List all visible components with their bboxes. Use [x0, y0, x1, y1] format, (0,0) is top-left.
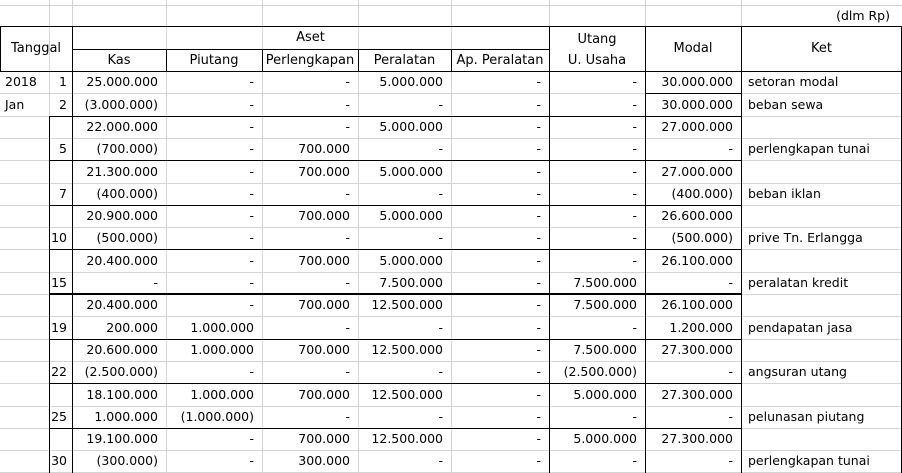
grid-line	[49, 428, 741, 429]
cell-u-usaha: -	[632, 319, 637, 335]
cell-u-usaha: -	[632, 141, 637, 157]
cell-piutang: -	[249, 431, 254, 447]
cell-ap-peralatan: -	[536, 341, 541, 357]
cell-ap-peralatan: -	[536, 386, 541, 402]
cell-year	[0, 451, 47, 472]
cell-kas: 22.000.000	[86, 118, 158, 134]
cell-modal: -	[728, 364, 733, 380]
cell-year: Jan	[5, 96, 25, 112]
cell-u-usaha: (2.500.000)	[563, 364, 637, 380]
cell-ket: perlengkapan tunai	[748, 453, 870, 469]
cell-ket: beban iklan	[748, 185, 821, 201]
cell-peralatan: -	[438, 408, 443, 424]
cell-kas: -	[153, 275, 158, 291]
cell-u-usaha: 5.000.000	[573, 431, 637, 447]
cell-ap-peralatan: -	[536, 96, 541, 112]
cell-year	[0, 117, 47, 138]
cell-perlengkapan: 700.000	[298, 163, 350, 179]
grid-line	[645, 71, 646, 473]
cell-modal: 27.300.000	[661, 431, 733, 447]
cell-ket	[741, 206, 902, 227]
cell-day: 1	[59, 74, 67, 90]
cell-day	[49, 117, 72, 138]
cell-u-usaha: 7.500.000	[573, 275, 637, 291]
cell-piutang: -	[249, 74, 254, 90]
cell-piutang: -	[249, 185, 254, 201]
cell-kas: 20.600.000	[86, 341, 158, 357]
cell-perlengkapan: -	[345, 364, 350, 380]
cell-ket	[741, 250, 902, 271]
cell-piutang: -	[249, 163, 254, 179]
cell-ap-peralatan: -	[536, 364, 541, 380]
cell-peralatan: 12.500.000	[371, 341, 443, 357]
cell-year	[0, 228, 47, 249]
cell-year	[0, 184, 47, 205]
cell-day	[49, 429, 72, 450]
cell-kas: (300.000)	[96, 453, 158, 469]
cell-perlengkapan: 700.000	[298, 341, 350, 357]
cell-u-usaha: -	[632, 408, 637, 424]
cell-modal: 26.100.000	[661, 297, 733, 313]
cell-year	[0, 206, 47, 227]
cell-kas: 20.900.000	[86, 208, 158, 224]
cell-year	[0, 273, 47, 294]
cell-day	[49, 250, 72, 271]
grid-line	[645, 26, 646, 71]
cell-perlengkapan: -	[345, 185, 350, 201]
cell-piutang: -	[249, 141, 254, 157]
cell-u-usaha: -	[632, 185, 637, 201]
cell-ap-peralatan: -	[536, 230, 541, 246]
grid-line	[645, 93, 741, 94]
cell-u-usaha: -	[632, 453, 637, 469]
cell-day: 10	[51, 230, 67, 246]
cell-perlengkapan: -	[345, 74, 350, 90]
grid-line	[0, 26, 902, 27]
unit-note: (dlm Rp)	[836, 7, 890, 23]
cell-year	[0, 384, 47, 405]
cell-modal: (500.000)	[671, 230, 733, 246]
cell-piutang: (1.000.000)	[180, 408, 254, 424]
grid-line	[262, 49, 263, 71]
header-ap-peralatan: Ap. Peralatan	[456, 52, 544, 68]
cell-day: 2	[59, 96, 67, 112]
cell-ap-peralatan: -	[536, 208, 541, 224]
grid-line	[49, 249, 741, 250]
grid-line	[741, 26, 742, 71]
cell-kas: (400.000)	[96, 185, 158, 201]
cell-perlengkapan: -	[345, 96, 350, 112]
cell-ap-peralatan: -	[536, 185, 541, 201]
grid-line	[49, 383, 741, 384]
cell-perlengkapan: -	[345, 118, 350, 134]
cell-piutang: -	[249, 364, 254, 380]
cell-modal: -	[728, 275, 733, 291]
cell-piutang: 1.000.000	[190, 341, 254, 357]
cell-ket	[741, 161, 902, 182]
header-tanggal: Tanggal	[10, 41, 62, 56]
cell-year	[0, 407, 47, 428]
cell-peralatan: -	[438, 453, 443, 469]
cell-modal: -	[728, 141, 733, 157]
grid-line	[741, 71, 742, 473]
cell-peralatan: -	[438, 185, 443, 201]
cell-u-usaha: -	[632, 118, 637, 134]
grid-line	[49, 205, 741, 206]
cell-peralatan: 5.000.000	[379, 74, 443, 90]
cell-piutang: 1.000.000	[190, 386, 254, 402]
cell-day: 22	[51, 364, 67, 380]
cell-ap-peralatan: -	[536, 431, 541, 447]
grid-line	[166, 49, 167, 71]
cell-u-usaha: -	[632, 74, 637, 90]
cell-piutang: -	[249, 453, 254, 469]
cell-u-usaha: -	[632, 96, 637, 112]
grid-line	[49, 116, 741, 117]
cell-peralatan: -	[438, 230, 443, 246]
header-ket: Ket	[811, 41, 832, 56]
grid-line	[72, 71, 73, 473]
header-piutang: Piutang	[189, 52, 239, 68]
cell-perlengkapan: 700.000	[298, 141, 350, 157]
cell-day: 15	[51, 275, 67, 291]
cell-ap-peralatan: -	[536, 453, 541, 469]
header-modal: Modal	[673, 41, 713, 56]
cell-kas: 21.300.000	[86, 163, 158, 179]
cell-modal: 26.600.000	[661, 208, 733, 224]
cell-u-usaha: -	[632, 208, 637, 224]
cell-peralatan: 12.500.000	[371, 297, 443, 313]
cell-year	[0, 250, 47, 271]
cell-modal: 1.200.000	[669, 319, 733, 335]
cell-ap-peralatan: -	[536, 118, 541, 134]
cell-ket	[741, 384, 902, 405]
cell-ket: prive Tn. Erlangga	[748, 230, 863, 246]
cell-day	[49, 340, 72, 361]
grid-line	[358, 49, 359, 71]
cell-kas: 1.000.000	[94, 408, 158, 424]
header-peralatan: Peralatan	[373, 52, 436, 68]
cell-ap-peralatan: -	[536, 275, 541, 291]
cell-piutang: 1.000.000	[190, 319, 254, 335]
cell-peralatan: 5.000.000	[379, 252, 443, 268]
cell-kas: (700.000)	[96, 141, 158, 157]
cell-ap-peralatan: -	[536, 408, 541, 424]
grid-line	[72, 49, 549, 50]
cell-peralatan: 5.000.000	[379, 118, 443, 134]
cell-ket: angsuran utang	[748, 364, 847, 380]
cell-kas: 20.400.000	[86, 297, 158, 313]
cell-piutang: -	[249, 230, 254, 246]
cell-piutang: -	[249, 208, 254, 224]
cell-peralatan: 5.000.000	[379, 163, 443, 179]
grid-line	[549, 71, 550, 473]
cell-kas: (3.000.000)	[84, 96, 158, 112]
cell-perlengkapan: -	[345, 230, 350, 246]
grid-line	[0, 26, 1, 71]
cell-modal: 26.100.000	[661, 252, 733, 268]
cell-modal: -	[728, 408, 733, 424]
cell-peralatan: 7.500.000	[379, 275, 443, 291]
cell-ket: pelunasan piutang	[748, 408, 865, 424]
cell-perlengkapan: 700.000	[298, 208, 350, 224]
cell-u-usaha: 7.500.000	[573, 297, 637, 313]
header-u-usaha: U. Usaha	[567, 52, 627, 68]
grid-line	[49, 160, 741, 161]
cell-ap-peralatan: -	[536, 319, 541, 335]
cell-ket	[741, 117, 902, 138]
cell-ket	[741, 295, 902, 316]
cell-ap-peralatan: -	[536, 297, 541, 313]
cell-ket	[741, 429, 902, 450]
cell-peralatan: 12.500.000	[371, 431, 443, 447]
cell-year	[0, 295, 47, 316]
cell-kas: (500.000)	[96, 230, 158, 246]
cell-kas: (2.500.000)	[84, 364, 158, 380]
header-kas: Kas	[107, 52, 131, 68]
cell-peralatan: -	[438, 96, 443, 112]
cell-u-usaha: -	[632, 163, 637, 179]
cell-year	[0, 429, 47, 450]
cell-modal: 27.300.000	[661, 341, 733, 357]
cell-day: 25	[51, 408, 67, 424]
cell-kas: 18.100.000	[86, 386, 158, 402]
cell-day: 7	[59, 185, 67, 201]
cell-modal: 27.000.000	[661, 118, 733, 134]
cell-perlengkapan: 300.000	[298, 453, 350, 469]
cell-year	[0, 362, 47, 383]
cell-u-usaha: -	[632, 252, 637, 268]
grid-line	[49, 293, 741, 295]
cell-perlengkapan: 700.000	[298, 431, 350, 447]
cell-perlengkapan: 700.000	[298, 252, 350, 268]
cell-day: 30	[51, 453, 67, 469]
grid-line	[549, 26, 550, 71]
grid-line	[49, 339, 741, 340]
cell-perlengkapan: -	[345, 319, 350, 335]
cell-ket: beban sewa	[748, 96, 824, 112]
cell-ap-peralatan: -	[536, 141, 541, 157]
cell-year	[0, 317, 47, 338]
grid-line	[72, 26, 73, 71]
cell-ket: pendapatan jasa	[748, 319, 853, 335]
cell-kas: 200.000	[106, 319, 158, 335]
cell-perlengkapan: 700.000	[298, 386, 350, 402]
cell-piutang: -	[249, 275, 254, 291]
cell-day	[49, 206, 72, 227]
header-utang: Utang	[577, 31, 617, 47]
cell-modal: -	[728, 453, 733, 469]
cell-u-usaha: -	[632, 230, 637, 246]
cell-ap-peralatan: -	[536, 163, 541, 179]
cell-day	[49, 295, 72, 316]
cell-perlengkapan: 700.000	[298, 297, 350, 313]
cell-ket	[741, 340, 902, 361]
cell-ap-peralatan: -	[536, 252, 541, 268]
cell-peralatan: 5.000.000	[379, 208, 443, 224]
cell-ket: peralatan kredit	[748, 275, 849, 291]
cell-piutang: -	[249, 252, 254, 268]
cell-year: 2018	[5, 74, 37, 90]
cell-u-usaha: 5.000.000	[573, 386, 637, 402]
cell-peralatan: -	[438, 141, 443, 157]
cell-year	[0, 139, 47, 160]
cell-piutang: -	[249, 297, 254, 313]
cell-perlengkapan: -	[345, 408, 350, 424]
cell-day	[49, 384, 72, 405]
cell-ket: setoran modal	[748, 74, 839, 90]
cell-day: 5	[59, 141, 67, 157]
cell-modal: 30.000.000	[661, 96, 733, 112]
cell-ket: perlengkapan tunai	[748, 141, 870, 157]
cell-kas: 25.000.000	[86, 74, 158, 90]
header-perlengkapan: Perlengkapan	[265, 52, 355, 68]
cell-kas: 20.400.000	[86, 252, 158, 268]
cell-piutang: -	[249, 118, 254, 134]
cell-day: 19	[51, 319, 67, 335]
cell-ap-peralatan: -	[536, 74, 541, 90]
cell-peralatan: 12.500.000	[371, 386, 443, 402]
cell-modal: (400.000)	[671, 185, 733, 201]
cell-peralatan: -	[438, 319, 443, 335]
cell-kas: 19.100.000	[86, 431, 158, 447]
cell-peralatan: -	[438, 364, 443, 380]
cell-perlengkapan: -	[345, 275, 350, 291]
cell-modal: 30.000.000	[661, 74, 733, 90]
cell-year	[0, 340, 47, 361]
cell-day	[49, 161, 72, 182]
cell-u-usaha: 7.500.000	[573, 341, 637, 357]
header-aset: Aset	[296, 29, 325, 45]
cell-year	[0, 161, 47, 182]
grid-line	[451, 49, 452, 71]
cell-modal: 27.300.000	[661, 386, 733, 402]
cell-modal: 27.000.000	[661, 163, 733, 179]
cell-piutang: -	[249, 96, 254, 112]
